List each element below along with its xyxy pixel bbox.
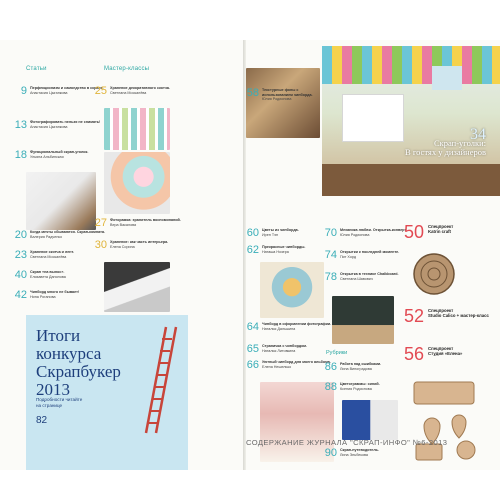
article-title: Чипборд в оформлении фотографии.: [262, 322, 332, 326]
article-author: Ирен Тэн: [262, 232, 278, 237]
page-number: 56: [404, 344, 425, 364]
article-author: Нина Роганова: [30, 294, 56, 299]
article-item[interactable]: [14, 270, 66, 280]
page-number: 25: [94, 85, 107, 97]
right-page: [246, 40, 500, 470]
page-number: 65: [246, 343, 259, 355]
page-number: 64: [246, 321, 259, 333]
promo-title: [36, 327, 121, 399]
masterclass-item[interactable]: [94, 218, 181, 228]
page-number: 78: [324, 271, 337, 283]
article-author: Пит Хорд: [340, 254, 357, 259]
article-author: Светлана Москалёва: [30, 254, 67, 259]
promo-title-line: Итоги: [36, 326, 81, 345]
masterclass-author: Светлана Москалёва: [110, 90, 147, 95]
page-number: 42: [14, 289, 27, 301]
article-author: Анастасия Цыганкова: [30, 124, 68, 129]
washi-tape-photo: [104, 108, 170, 150]
contest-promo[interactable]: [26, 315, 188, 470]
article-title: Хранение скотча и лент.: [30, 250, 75, 254]
magazine-spread: [0, 40, 500, 470]
page-number: 50: [404, 222, 425, 242]
hero-title-line: В гостях у дизайнеров: [405, 147, 486, 157]
article-author: Наталья Литовкина: [262, 348, 296, 353]
masterclass-title: Хранение: как часть интерьера.: [110, 240, 169, 244]
chipboard-texture-photo: [246, 68, 320, 138]
chalkboard-card-photo: [332, 296, 394, 344]
section-articles-heading: Статьи: [26, 66, 47, 72]
album-page-photo: [260, 382, 334, 462]
special-project-item[interactable]: [404, 224, 453, 241]
shelf-decor: [322, 46, 500, 84]
article-item[interactable]: [14, 120, 100, 130]
article-title: Фотографировать нельзя не снимать!: [30, 120, 101, 124]
article-author: Елена Нешелько: [262, 364, 292, 369]
article-item[interactable]: [14, 250, 74, 260]
masterclass-item[interactable]: [94, 240, 168, 250]
special-project-item[interactable]: [404, 346, 462, 363]
masterclass-author: Елена Сорина: [110, 244, 135, 249]
promo-page-number: 82: [36, 415, 48, 426]
article-item[interactable]: [246, 344, 307, 354]
article-item[interactable]: [246, 322, 331, 332]
hero-title-line: Скрап-уголки:: [433, 138, 486, 148]
page-number: 13: [14, 119, 27, 131]
article-author: Наталья Дальшина: [262, 326, 296, 331]
article-item[interactable]: [324, 228, 407, 238]
wooden-ornaments-icon: [408, 378, 488, 464]
article-author: Светлана Шавович: [340, 276, 373, 281]
special-name: Katrin craft: [428, 229, 451, 235]
clock-chipboard-icon: [412, 252, 456, 296]
article-item[interactable]: [246, 245, 305, 255]
article-author: Наташа Нозера: [262, 249, 289, 254]
rubrics-heading: Рубрики: [326, 350, 348, 356]
rubric-title: Скрап-путеводитель.: [340, 448, 379, 452]
hero-caption: [405, 126, 486, 157]
chipboard-flowers-photo: [260, 262, 324, 318]
wall-board: [432, 66, 462, 90]
rubric-title: Работа над ошибками.: [340, 362, 382, 366]
article-item[interactable]: [14, 290, 79, 300]
hero-photo[interactable]: [322, 46, 500, 196]
page-number: 88: [324, 381, 337, 393]
promo-subtitle-line: Подробности читайте: [36, 397, 83, 402]
article-title: Текстурные фоны с использованием чипборда.: [262, 88, 313, 97]
page-number: 34: [470, 126, 486, 143]
page-number: 40: [14, 269, 27, 281]
page-number: 60: [246, 227, 259, 239]
article-author: Ульяна Альбинская: [30, 154, 64, 159]
article-item[interactable]: [324, 250, 399, 260]
storage-box-photo: [104, 262, 170, 312]
page-number: 74: [324, 249, 337, 261]
page-number: 90: [324, 447, 337, 459]
promo-title-line: Скрапбукер: [36, 362, 121, 381]
page-number: 58: [246, 87, 259, 99]
page-number: 20: [14, 229, 27, 241]
article-title: Прекрасные чипборды.: [262, 245, 306, 249]
rubric-author: Лина Эльбекова: [340, 452, 368, 457]
floor: [322, 164, 500, 196]
special-label: Спецпроект: [428, 346, 454, 351]
ladder-illustration: [142, 325, 178, 435]
article-title: Перфекционизм и самоедство в скрапе.: [30, 86, 104, 90]
article-title: Функциональный скрап-уголок.: [30, 150, 89, 154]
page-number: 52: [404, 306, 425, 326]
article-title: Страничка с чипбордом.: [262, 344, 308, 348]
rubric-item[interactable]: [324, 362, 381, 372]
article-author: Елизавета Данилова: [30, 274, 66, 279]
page-number: 62: [246, 244, 259, 256]
page-number: 30: [94, 239, 107, 251]
promo-title-line: 2013: [36, 380, 70, 399]
page-number: 86: [324, 361, 337, 373]
rubric-item[interactable]: [324, 448, 379, 458]
blue-clips-photo: [342, 400, 398, 440]
article-author: Валерия Радченко: [30, 234, 63, 239]
special-name: Studio Calico + мастер-класс: [428, 313, 489, 319]
promo-subtitle: [36, 397, 82, 408]
article-item[interactable]: [14, 86, 104, 96]
article-item[interactable]: [246, 88, 320, 102]
special-label: Спецпроект: [428, 308, 454, 313]
page-number: 9: [20, 85, 27, 97]
article-item[interactable]: [14, 230, 105, 240]
special-name: Студия «Елена»: [428, 351, 463, 357]
masterclass-title: Фоторамка: хранитель воспоминаний.: [110, 218, 181, 222]
rubric-title: Цветограммы: синий.: [340, 382, 380, 386]
article-title: Уютный чипборд для моего альбома.: [262, 360, 331, 364]
page-number: 23: [14, 249, 27, 261]
page-number: 66: [246, 359, 259, 371]
masterclass-author: Вера Вакалова: [110, 222, 137, 227]
masterclass-title: Хранение декоративного скотча.: [110, 86, 170, 90]
article-item[interactable]: [14, 150, 88, 160]
article-title: Чипборд много не бывает!: [30, 290, 80, 294]
scrap-room-photo: [26, 172, 96, 230]
article-item[interactable]: [246, 228, 299, 238]
page-number: 70: [324, 227, 337, 239]
masterclass-photo: [104, 152, 170, 214]
article-author: Юлия Родионова: [262, 97, 292, 102]
rubric-author: Лина Виноградова: [340, 366, 372, 371]
magazine-footer-title: СОДЕРЖАНИЕ ЖУРНАЛА "СКРАП-ИНФО" №6-2013: [246, 438, 448, 447]
page-number: 18: [14, 149, 27, 161]
masterclass-item[interactable]: [94, 86, 170, 96]
article-title: Открытки к последней моменте.: [340, 250, 400, 254]
article-author: Юлия Родионова: [340, 232, 370, 237]
promo-subtitle-line: на странице: [36, 402, 63, 408]
promo-title-line: конкурса: [36, 344, 102, 363]
section-masterclasses-heading: Мастер-классы: [104, 66, 150, 72]
article-author: Анастасия Цыганкова: [30, 90, 68, 95]
article-item[interactable]: [246, 360, 331, 370]
article-title: Когда мечты сбываются. Скрап-комната.: [30, 230, 106, 234]
article-title: Цветы из чипборда.: [262, 228, 299, 232]
article-item[interactable]: [324, 272, 399, 282]
page-number: 27: [94, 217, 107, 229]
special-label: Спецпроект: [428, 224, 454, 229]
left-page: [0, 40, 244, 470]
article-title: Механика любви. Открытка-конверт.: [340, 228, 407, 232]
desk-shelf: [342, 94, 404, 142]
article-title: Скрап «на вынос».: [30, 270, 65, 274]
rubric-item[interactable]: [324, 382, 380, 392]
rubric-author: Ксения Родионова: [340, 386, 372, 391]
article-title: Открытка в технике Chalkboard.: [340, 272, 399, 276]
special-project-item[interactable]: [404, 308, 489, 325]
